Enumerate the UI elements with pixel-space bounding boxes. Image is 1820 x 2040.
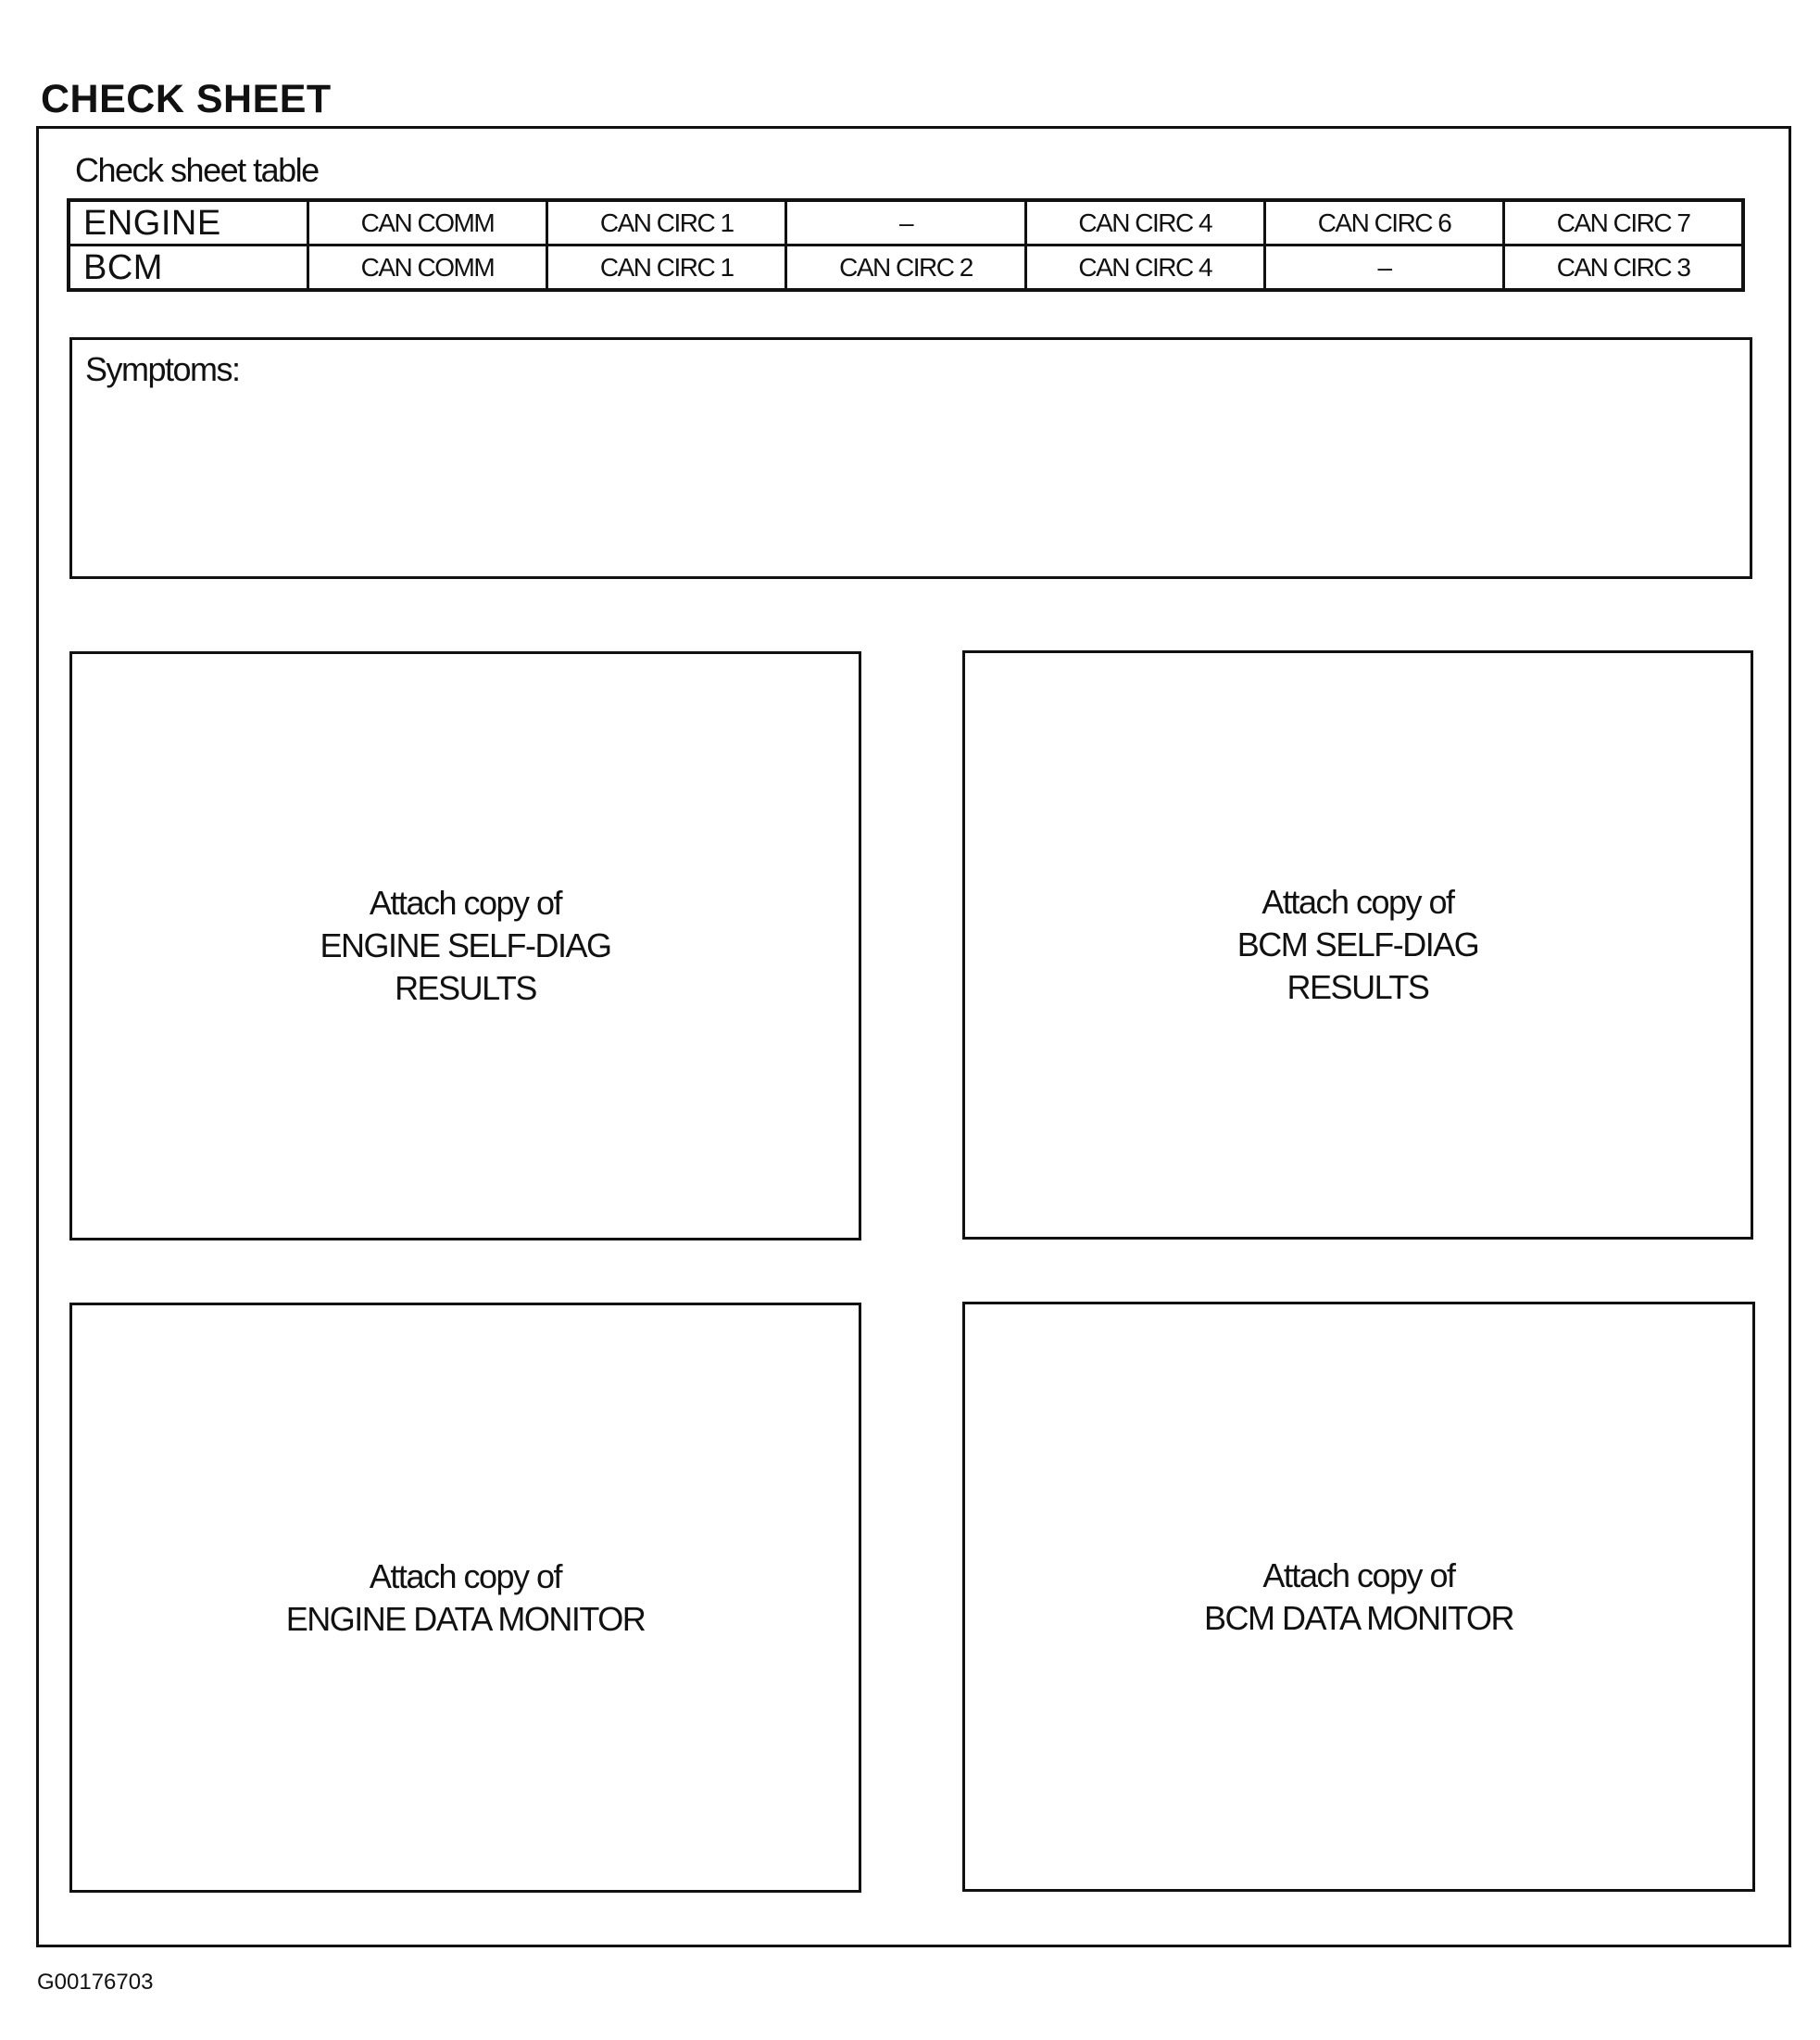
attach-line: RESULTS [395, 969, 536, 1007]
attach-line: Attach copy of [1262, 1555, 1455, 1594]
table-cell: CAN CIRC 4 [1025, 246, 1264, 291]
table-cell: – [786, 200, 1025, 246]
page-title: CHECK SHEET [41, 77, 332, 121]
table-row-engine [69, 200, 1743, 246]
engine-data-monitor-attach-box[interactable] [69, 1303, 861, 1893]
symptoms-label: Symptoms: [85, 350, 240, 388]
table-cell: CAN COMM [308, 246, 546, 291]
attach-instruction [1204, 1555, 1513, 1640]
row-label: BCM [69, 246, 308, 291]
table-caption: Check sheet table [75, 151, 319, 189]
attach-instruction [286, 1555, 646, 1641]
engine-self-diag-attach-box[interactable] [69, 651, 861, 1240]
table-cell: CAN CIRC 2 [786, 246, 1025, 291]
table-cell: – [1264, 246, 1503, 291]
attach-instruction [1237, 881, 1479, 1009]
bcm-self-diag-attach-box[interactable] [962, 650, 1753, 1240]
attach-line: ENGINE SELF-DIAG [320, 926, 611, 964]
table-cell: CAN CIRC 1 [547, 246, 786, 291]
attach-line: BCM SELF-DIAG [1236, 926, 1479, 963]
check-sheet-table [67, 198, 1745, 292]
table-cell: CAN CIRC 6 [1264, 200, 1503, 246]
attach-line: BCM DATA MONITOR [1203, 1598, 1513, 1637]
figure-code: G00176703 [37, 1970, 154, 1995]
bcm-data-monitor-attach-box[interactable] [962, 1302, 1755, 1892]
table-cell: CAN CIRC 1 [547, 200, 786, 246]
table-row-bcm [69, 246, 1743, 291]
table-cell: CAN CIRC 4 [1025, 200, 1264, 246]
table-cell: CAN COMM [308, 200, 546, 246]
attach-line: ENGINE DATA MONITOR [285, 1599, 646, 1638]
row-label: ENGINE [69, 200, 308, 246]
attach-line: Attach copy of [369, 884, 562, 922]
attach-instruction [320, 882, 610, 1010]
attach-line: Attach copy of [1261, 883, 1454, 921]
symptoms-box[interactable] [69, 337, 1752, 579]
table-cell: CAN CIRC 7 [1504, 200, 1743, 246]
attach-line: RESULTS [1287, 968, 1429, 1006]
table-cell: CAN CIRC 3 [1504, 246, 1743, 291]
attach-line: Attach copy of [369, 1556, 562, 1595]
